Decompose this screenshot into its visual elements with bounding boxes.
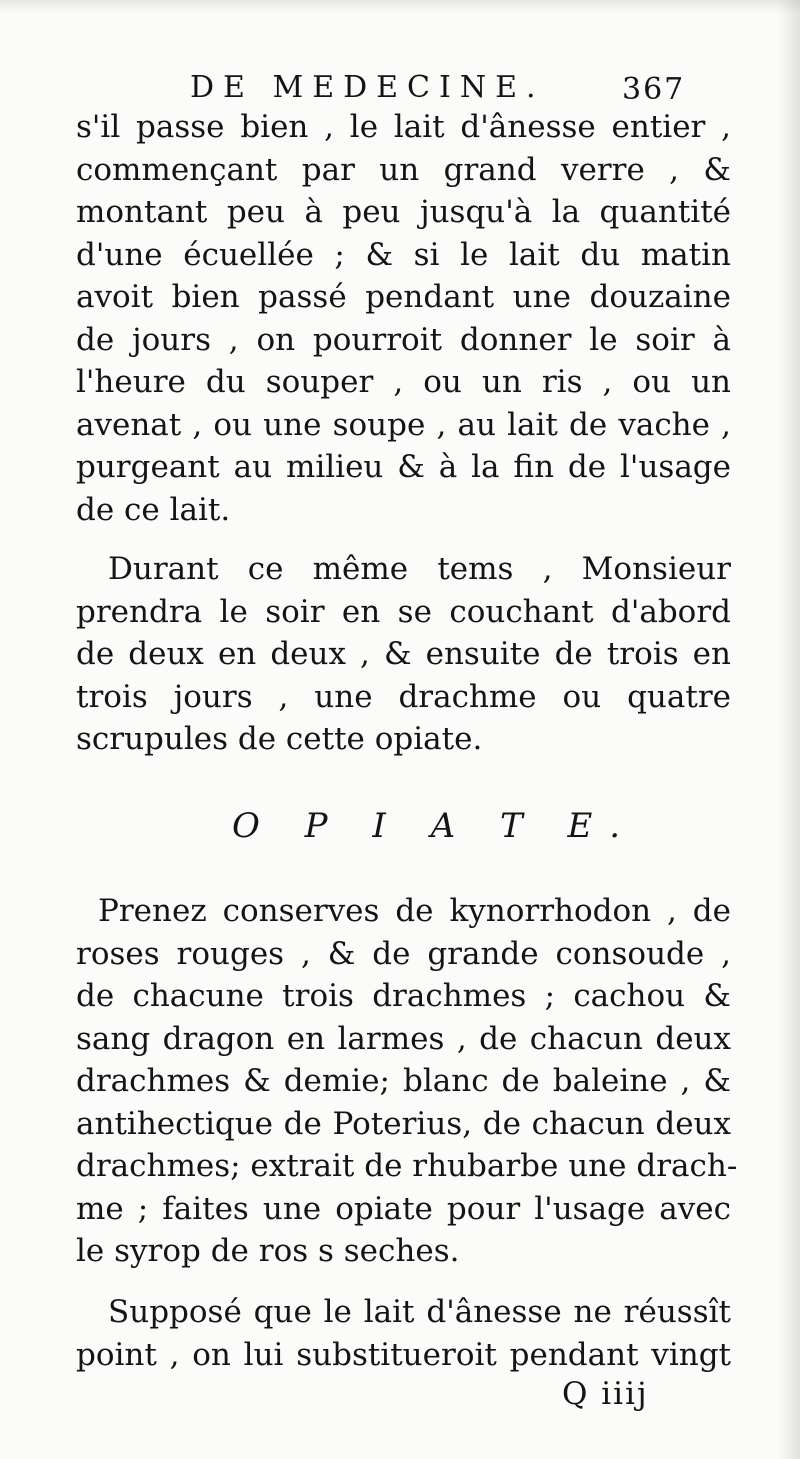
- text-line: de deux en deux , & ensuite de trois en: [76, 636, 731, 672]
- text-line: trois jours , une drachme ou quatre: [76, 678, 731, 715]
- running-title: DE MEDECINE.: [190, 70, 545, 105]
- paragraph-lait-danesse: [76, 106, 731, 531]
- text-line: Supposé que le lait d'ânesse ne réussît: [108, 1294, 731, 1330]
- text-line: montant peu à peu jusqu'à la quantité: [76, 194, 731, 230]
- text-line: drachmes & demie; blanc de baleine , &: [76, 1063, 731, 1099]
- text-line: commençant par un grand verre , &: [76, 151, 731, 188]
- text-line: antihectique de Poterius, de chacun deux: [76, 1105, 731, 1142]
- paragraph-durant-ce-meme-tems: [76, 548, 731, 761]
- text-line: de ce lait.: [76, 491, 231, 528]
- section-heading-opiate: O P I A T E.: [232, 806, 638, 846]
- text-line: purgeant au milieu & à la fin de l'usage: [76, 449, 731, 485]
- text-line: Prenez conserves de kynorrhodon , de: [98, 893, 731, 929]
- text-line: de jours , on pourroit donner le soir à: [76, 321, 731, 358]
- text-line: prendra le soir en se couchant d'abord: [76, 593, 731, 630]
- text-line: avoit bien passé pendant une douzaine: [76, 279, 731, 315]
- text-line: point , on lui substitueroit pendant vingt: [76, 1336, 731, 1373]
- signature-mark: Q iiij: [562, 1376, 649, 1412]
- page-edge-shadow: [778, 0, 800, 1459]
- text-line: de chacune trois drachmes ; cachou &: [76, 978, 731, 1014]
- text-line: scrupules de cette opiate.: [76, 721, 483, 757]
- text-line: Durant ce même tems , Monsieur: [108, 551, 731, 587]
- text-line: avenat , ou une soupe , au lait de vache ,: [76, 406, 731, 443]
- text-line: le syrop de ros s seches.: [76, 1233, 460, 1269]
- text-line: me ; faites une opiate pour l'usage avec: [76, 1190, 731, 1227]
- text-line: l'heure du souper , ou un ris , ou un: [76, 364, 731, 400]
- text-line: d'une écuellée ; & si le lait du matin: [76, 236, 731, 273]
- page-number: 367: [622, 72, 686, 107]
- text-line: sang dragon en larmes , de chacun deux: [76, 1020, 731, 1057]
- text-line: roses rouges , & de grande consoude ,: [76, 935, 731, 972]
- text-line: s'il passe bien , le lait d'ânesse entier ,: [76, 109, 731, 145]
- text-line: drachmes; extrait de rhubarbe une drach-: [76, 1148, 738, 1184]
- paragraph-prescription: [76, 890, 738, 1273]
- page-top-shadow: [0, 0, 800, 14]
- paragraph-suppose: [76, 1291, 731, 1376]
